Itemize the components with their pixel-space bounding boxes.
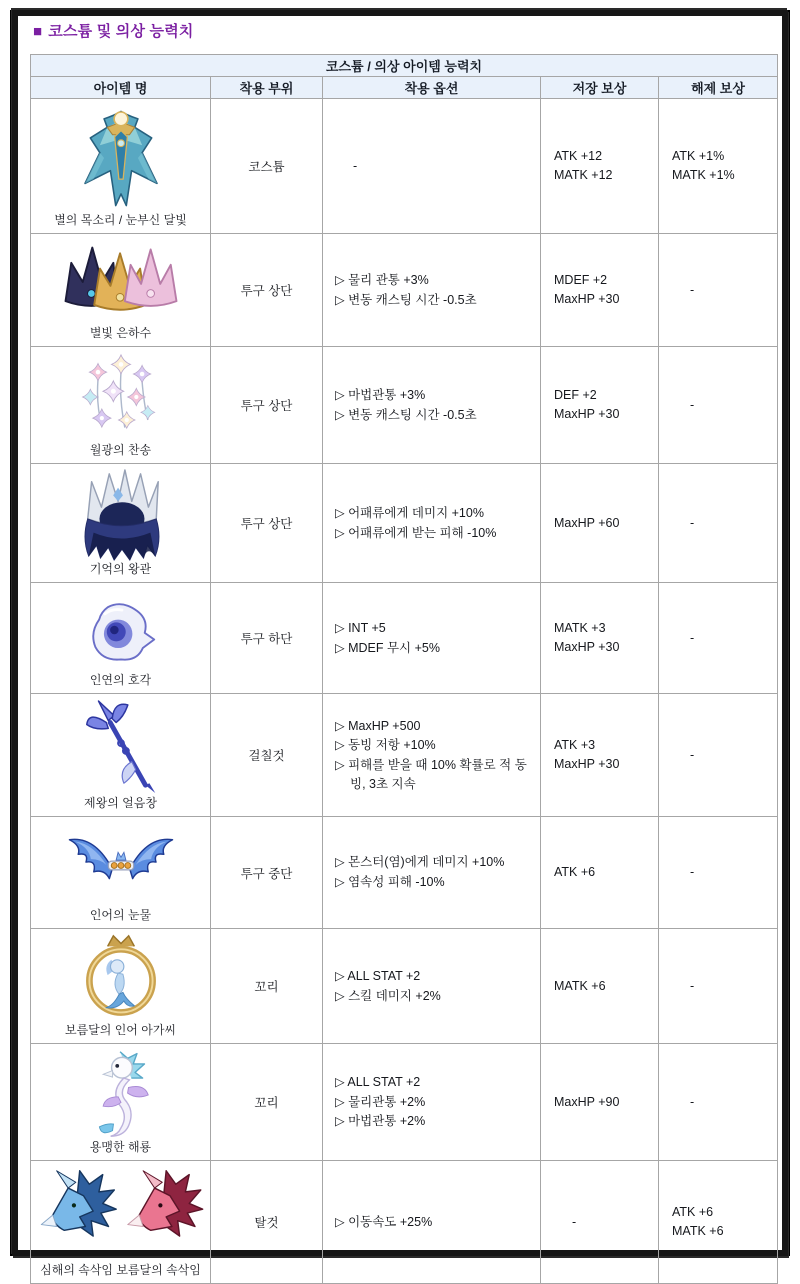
item-name: 보름달의 인어 아가씨: [65, 1023, 176, 1037]
equip-options-cell: [323, 347, 541, 464]
table-row: [31, 583, 778, 694]
table-row: [31, 817, 778, 929]
equip-options-cell: [323, 1161, 541, 1284]
equip-slot-cell: 투구 중단: [211, 817, 323, 929]
item-cell: [31, 694, 211, 817]
stat-line: DEF +2: [554, 388, 597, 403]
stat-line: ATK +12: [554, 149, 603, 164]
table-row: [31, 347, 778, 464]
item-name: 월광의 찬송: [89, 443, 152, 457]
save-reward-cell: [541, 1161, 659, 1284]
save-reward-cell: [541, 347, 659, 464]
equip-options-cell: [323, 1044, 541, 1161]
table-caption: 코스튬 / 의상 아이템 능력치: [31, 55, 778, 77]
col-header-equip-slot: 착용 부위: [211, 77, 323, 99]
release-reward-cell: [659, 347, 778, 464]
option-line: ▷ 변동 캐스팅 시간 -0.5초: [335, 407, 477, 422]
save-reward-cell: [541, 694, 659, 817]
page-title: [33, 20, 194, 41]
table-caption-row: [31, 55, 778, 77]
release-reward-cell: [659, 929, 778, 1044]
option-line: ▷ 염속성 피해 -10%: [335, 875, 445, 889]
stat-line: ATK +3: [554, 738, 596, 753]
release-reward-cell: [659, 464, 778, 583]
item-name: 용맹한 해룡: [89, 1140, 152, 1154]
option-line: ▷ 이동속도 +25%: [335, 1214, 433, 1229]
stat-line: MATK +1%: [672, 168, 735, 182]
item-name: 기억의 왕관: [89, 562, 152, 576]
option-line: ▷ 물리 관통 +3%: [335, 272, 429, 287]
option-line: ▷ 물리관통 +2%: [335, 1094, 426, 1109]
option-line: ▷ 어패류에게 받는 피해 -10%: [335, 525, 497, 540]
col-header-item-name: 아이템 명: [31, 77, 211, 99]
equip-options-cell: [323, 583, 541, 694]
stat-line: MATK +3: [554, 621, 606, 636]
equip-slot-cell: 투구 상단: [211, 347, 323, 464]
option-line: -: [353, 158, 358, 173]
stat-line: MATK +6: [554, 978, 606, 993]
option-line: ▷ MaxHP +500: [335, 718, 421, 733]
stat-line: -: [690, 515, 695, 530]
option-line: ▷ 몬스터(염)에게 데미지 +10%: [335, 855, 505, 870]
item-name: 인연의 호각: [89, 673, 152, 687]
equip-slot-cell: 투구 하단: [211, 583, 323, 694]
release-reward-cell: [659, 99, 778, 234]
release-reward-cell: [659, 1161, 778, 1284]
equip-slot-cell: 꼬리: [211, 929, 323, 1044]
table-row: [31, 234, 778, 347]
table-row: [31, 929, 778, 1044]
release-reward-cell: [659, 1044, 778, 1161]
table-row: [31, 1161, 778, 1284]
costume-stat-table: [30, 54, 778, 1284]
item-name: 별의 목소리 / 눈부신 달빛: [54, 213, 187, 227]
release-reward-cell: [659, 234, 778, 347]
equip-options-cell: [323, 694, 541, 817]
item-cell: [31, 1044, 211, 1161]
save-reward-cell: [541, 464, 659, 583]
save-reward-cell: [541, 929, 659, 1044]
col-header-equip-options: 착용 옵션: [323, 77, 541, 99]
release-reward-cell: [659, 817, 778, 929]
option-line: ▷ 마법관통 +3%: [335, 387, 426, 402]
equip-options-cell: [323, 234, 541, 347]
stat-line: MaxHP +30: [554, 757, 620, 771]
stat-line: -: [690, 630, 695, 645]
option-line: ▷ 동빙 저항 +10%: [335, 738, 436, 753]
col-header-save-reward: 저장 보상: [541, 77, 659, 99]
equip-slot-cell: 코스튬: [211, 99, 323, 234]
item-name: 제왕의 얼음창: [84, 796, 157, 810]
equip-options-cell: [323, 464, 541, 583]
stat-line: -: [690, 978, 695, 993]
option-line: ▷ ALL STAT +2: [335, 968, 421, 983]
item-cell: [31, 929, 211, 1044]
equip-slot-cell: 꼬리: [211, 1044, 323, 1161]
save-reward-cell: [541, 234, 659, 347]
save-reward-cell: [541, 1044, 659, 1161]
item-name: 별빛 은하수: [89, 326, 152, 340]
table-row: [31, 694, 778, 817]
equip-slot-cell: 걸칠것: [211, 694, 323, 817]
stat-line: MATK +6: [672, 1224, 724, 1238]
equip-options-cell: [323, 99, 541, 234]
save-reward-cell: [541, 817, 659, 929]
item-cell: [31, 99, 211, 234]
option-line: ▷ 마법관통 +2%: [335, 1114, 426, 1129]
stat-line: MDEF +2: [554, 273, 608, 288]
stat-line: MaxHP +60: [554, 515, 620, 530]
item-cell: [31, 817, 211, 929]
save-reward-cell: [541, 583, 659, 694]
stat-line: ATK +1%: [672, 149, 725, 164]
stat-line: MaxHP +30: [554, 640, 620, 654]
stat-line: MaxHP +30: [554, 407, 620, 421]
option-line: ▷ 어패류에게 데미지 +10%: [335, 505, 484, 520]
option-line: ▷ MDEF 무시 +5%: [335, 640, 440, 655]
table-row: [31, 99, 778, 234]
stat-line: -: [690, 397, 695, 412]
stat-line: MaxHP +90: [554, 1094, 620, 1109]
item-name: 심해의 속삭임 보름달의 속삭임: [40, 1263, 201, 1277]
equip-slot-cell: 투구 상단: [211, 464, 323, 583]
equip-slot-cell: 투구 상단: [211, 234, 323, 347]
save-reward-cell: [541, 99, 659, 234]
stat-line: -: [690, 747, 695, 762]
option-line: ▷ INT +5: [335, 620, 386, 635]
table-header-row: [31, 77, 778, 99]
item-cell: [31, 464, 211, 583]
equip-slot-cell: 탈것: [211, 1161, 323, 1284]
item-cell: [31, 583, 211, 694]
release-reward-cell: [659, 694, 778, 817]
stat-line: ATK +6: [554, 865, 596, 880]
option-line: ▷ 피해를 받을 때 10% 확률로 적 동빙, 3초 지속: [335, 758, 527, 791]
stat-line: -: [572, 1214, 577, 1229]
title-bullet-icon: ■: [33, 23, 43, 40]
item-cell: [31, 347, 211, 464]
col-header-release-reward: 해제 보상: [659, 77, 778, 99]
option-line: ▷ ALL STAT +2: [335, 1074, 421, 1089]
release-reward-cell: [659, 583, 778, 694]
table-row: [31, 464, 778, 583]
equip-options-cell: [323, 929, 541, 1044]
item-cell: [31, 1161, 211, 1284]
table-row: [31, 1044, 778, 1161]
stat-line: MATK +12: [554, 168, 613, 182]
page-title-text: 코스튬 및 의상 능력치: [48, 23, 194, 40]
stat-line: -: [690, 282, 695, 297]
stat-line: ATK +6: [672, 1205, 714, 1220]
stat-line: -: [690, 865, 695, 880]
item-cell: [31, 234, 211, 347]
option-line: ▷ 스킬 데미지 +2%: [335, 988, 441, 1003]
equip-options-cell: [323, 817, 541, 929]
stat-line: MaxHP +30: [554, 292, 620, 306]
stat-line: -: [690, 1094, 695, 1109]
item-name: 인어의 눈물: [89, 908, 152, 922]
option-line: ▷ 변동 캐스팅 시간 -0.5초: [335, 292, 477, 307]
